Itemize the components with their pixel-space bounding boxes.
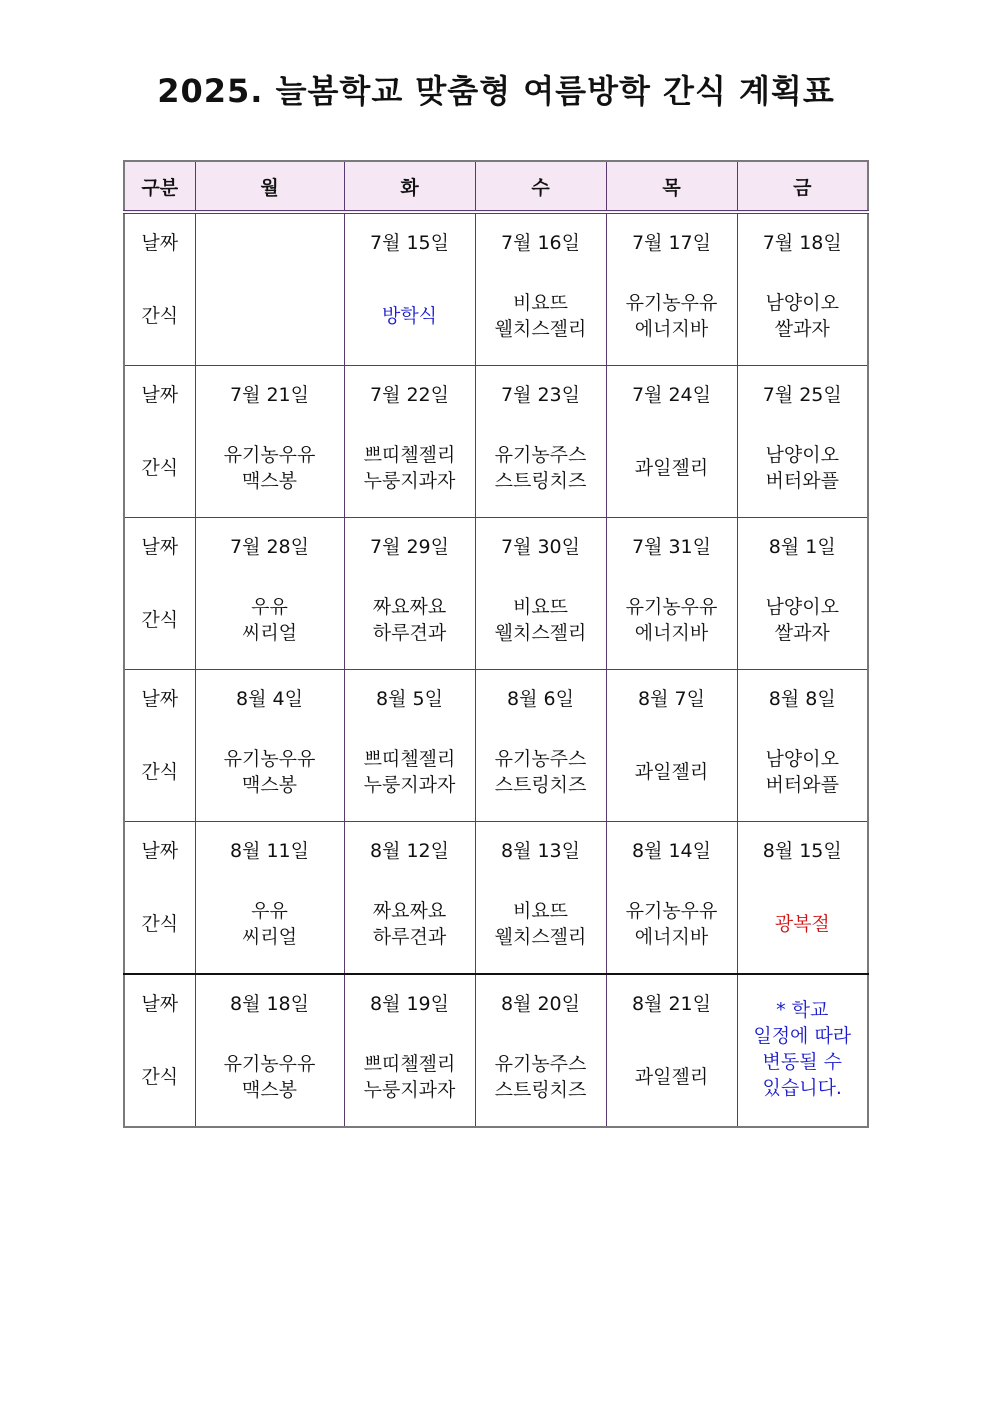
snack-item: 짜요짜요 [372, 596, 447, 618]
date-label: 날짜 [141, 384, 179, 406]
day-cell [606, 974, 737, 1127]
date-value: 8월 14일 [631, 840, 711, 862]
date-value: 8월 8일 [768, 688, 836, 710]
snack-item: 비요뜨 [512, 596, 569, 618]
snack-item: 유기농주스 [494, 1053, 587, 1075]
date-value: 7월 22일 [369, 384, 449, 406]
snack-item: 누룽지과자 [363, 470, 456, 492]
schedule-note [742, 997, 864, 1101]
week-row [124, 974, 868, 1127]
date-value: 7월 29일 [369, 536, 449, 558]
date-value: 8월 12일 [369, 840, 449, 862]
date-value: 8월 7일 [638, 688, 705, 710]
header-category: 구분 [124, 161, 195, 212]
day-cell [195, 212, 344, 366]
date-value: 8월 5일 [376, 688, 443, 710]
date-value: 7월 21일 [229, 384, 309, 406]
date-value: 8월 6일 [507, 688, 574, 710]
day-cell [344, 366, 475, 518]
date-value: 8월 11일 [229, 840, 309, 862]
day-cell [195, 974, 344, 1127]
day-cell [344, 212, 475, 366]
day-cell [195, 366, 344, 518]
snack-item: 쌀과자 [774, 318, 830, 340]
snack-item: 스트링치즈 [494, 774, 587, 796]
snack-item: 과일젤리 [634, 457, 709, 479]
date-value: 7월 24일 [631, 384, 711, 406]
page-title: 2025. 늘봄학교 맞춤형 여름방학 간식 계획표 [157, 72, 835, 110]
day-cell [606, 670, 737, 822]
snack-label: 간식 [141, 1066, 179, 1088]
snack-label: 간식 [141, 761, 179, 783]
date-value: 7월 28일 [229, 536, 309, 558]
date-label: 날짜 [141, 688, 179, 710]
date-value: 8월 19일 [369, 993, 449, 1015]
snack-item: 유기농주스 [494, 748, 587, 770]
header-fri: 금 [737, 161, 868, 212]
snack-item: 웰치스젤리 [494, 622, 587, 644]
row-label-cell [124, 822, 195, 975]
row-label-cell [124, 974, 195, 1127]
week-row [124, 670, 868, 822]
date-label: 날짜 [141, 840, 179, 862]
snack-item: 쁘띠첼젤리 [363, 1053, 456, 1075]
date-label: 날짜 [141, 993, 179, 1015]
snack-item: 짜요짜요 [372, 900, 447, 922]
snack-item: 웰치스젤리 [494, 318, 587, 340]
row-label-cell [124, 366, 195, 518]
week-row [124, 366, 868, 518]
date-value: 7월 31일 [631, 536, 711, 558]
snack-item: 우유 [251, 900, 288, 922]
snack-item: 웰치스젤리 [494, 926, 587, 948]
date-value: 8월 4일 [236, 688, 303, 710]
date-value: 7월 18일 [762, 232, 842, 254]
date-value: 8월 15일 [762, 840, 842, 862]
snack-item: 하루견과 [372, 622, 447, 644]
week-row [124, 518, 868, 670]
snack-item: 남양이오 [765, 596, 839, 618]
day-cell [606, 822, 737, 975]
day-cell [737, 822, 868, 975]
snack-item: 맥스봉 [241, 1079, 298, 1101]
snack-item: 누룽지과자 [363, 774, 456, 796]
date-value: 7월 23일 [500, 384, 580, 406]
header-row [124, 161, 868, 212]
snack-item: 누룽지과자 [363, 1079, 456, 1101]
day-cell [344, 670, 475, 822]
day-cell [737, 974, 868, 1127]
date-value: 8월 20일 [500, 993, 580, 1015]
day-cell [475, 670, 606, 822]
snack-plan-table [123, 160, 869, 1128]
snack-item: 에너지바 [634, 622, 709, 644]
date-value: 7월 25일 [762, 384, 842, 406]
header-thu: 목 [606, 161, 737, 212]
snack-item: 버터와플 [765, 774, 839, 796]
week-row [124, 822, 868, 975]
date-value: 8월 1일 [768, 536, 836, 558]
holiday-text: 광복절 [774, 913, 830, 935]
snack-item: 스트링치즈 [494, 470, 587, 492]
snack-item: 쌀과자 [774, 622, 830, 644]
date-value: 7월 16일 [500, 232, 580, 254]
snack-item: 유기농우유 [223, 748, 316, 770]
snack-item: 맥스봉 [241, 774, 298, 796]
date-label: 날짜 [141, 536, 179, 558]
snack-item: 씨리얼 [241, 926, 298, 948]
snack-item: 씨리얼 [241, 622, 298, 644]
snack-item: 유기농우유 [223, 444, 316, 466]
day-cell [344, 974, 475, 1127]
date-value: 7월 17일 [631, 232, 711, 254]
date-value: 7월 15일 [369, 232, 449, 254]
header-mon: 월 [195, 161, 344, 212]
snack-item: 과일젤리 [634, 761, 709, 783]
snack-label: 간식 [141, 609, 179, 631]
day-cell [737, 212, 868, 366]
snack-item: 유기농우유 [223, 1053, 316, 1075]
date-value: 8월 18일 [229, 993, 309, 1015]
day-cell [344, 822, 475, 975]
snack-item: 남양이오 [765, 444, 839, 466]
date-value: 8월 21일 [631, 993, 711, 1015]
day-cell [195, 670, 344, 822]
snack-item: 유기농우유 [625, 292, 718, 314]
date-value: 7월 30일 [500, 536, 580, 558]
snack-item: 우유 [251, 596, 288, 618]
day-cell [344, 518, 475, 670]
snack-item: 에너지바 [634, 926, 709, 948]
day-cell [195, 518, 344, 670]
note-line: 있습니다. [762, 1077, 842, 1099]
row-label-cell [124, 670, 195, 822]
day-cell [606, 518, 737, 670]
snack-label: 간식 [141, 913, 179, 935]
snack-item: 비요뜨 [512, 292, 569, 314]
day-cell [195, 822, 344, 975]
snack-item: 에너지바 [634, 318, 709, 340]
snack-item: 남양이오 [765, 748, 839, 770]
snack-item: 쁘띠첼젤리 [363, 748, 456, 770]
snack-item: 맥스봉 [241, 470, 298, 492]
day-cell [737, 366, 868, 518]
snack-item: 쁘띠첼젤리 [363, 444, 456, 466]
day-cell [475, 366, 606, 518]
snack-item: 과일젤리 [634, 1066, 709, 1088]
snack-item: 유기농주스 [494, 444, 587, 466]
note-line: 일정에 따라 [753, 1025, 852, 1047]
day-cell [475, 822, 606, 975]
date-value: 8월 13일 [500, 840, 580, 862]
snack-item: 하루견과 [372, 926, 447, 948]
day-cell [475, 212, 606, 366]
snack-item: 유기농우유 [625, 596, 718, 618]
week-row [124, 212, 868, 366]
snack-item: 비요뜨 [512, 900, 569, 922]
header-wed: 수 [475, 161, 606, 212]
day-cell [737, 518, 868, 670]
day-cell [606, 212, 737, 366]
snack-label: 간식 [141, 457, 179, 479]
row-label-cell [124, 212, 195, 366]
day-cell [737, 670, 868, 822]
snack-label: 간식 [141, 305, 179, 327]
day-cell [475, 518, 606, 670]
note-line: 변동될 수 [762, 1051, 842, 1073]
snack-item: 방학식 [381, 305, 438, 327]
date-label: 날짜 [141, 232, 179, 254]
row-label-cell [124, 518, 195, 670]
day-cell [606, 366, 737, 518]
snack-item: 스트링치즈 [494, 1079, 587, 1101]
snack-item: 버터와플 [765, 470, 839, 492]
note-line: * 학교 [776, 999, 829, 1021]
day-cell [475, 974, 606, 1127]
snack-item: 남양이오 [765, 292, 839, 314]
header-tue: 화 [344, 161, 475, 212]
snack-item: 유기농우유 [625, 900, 718, 922]
